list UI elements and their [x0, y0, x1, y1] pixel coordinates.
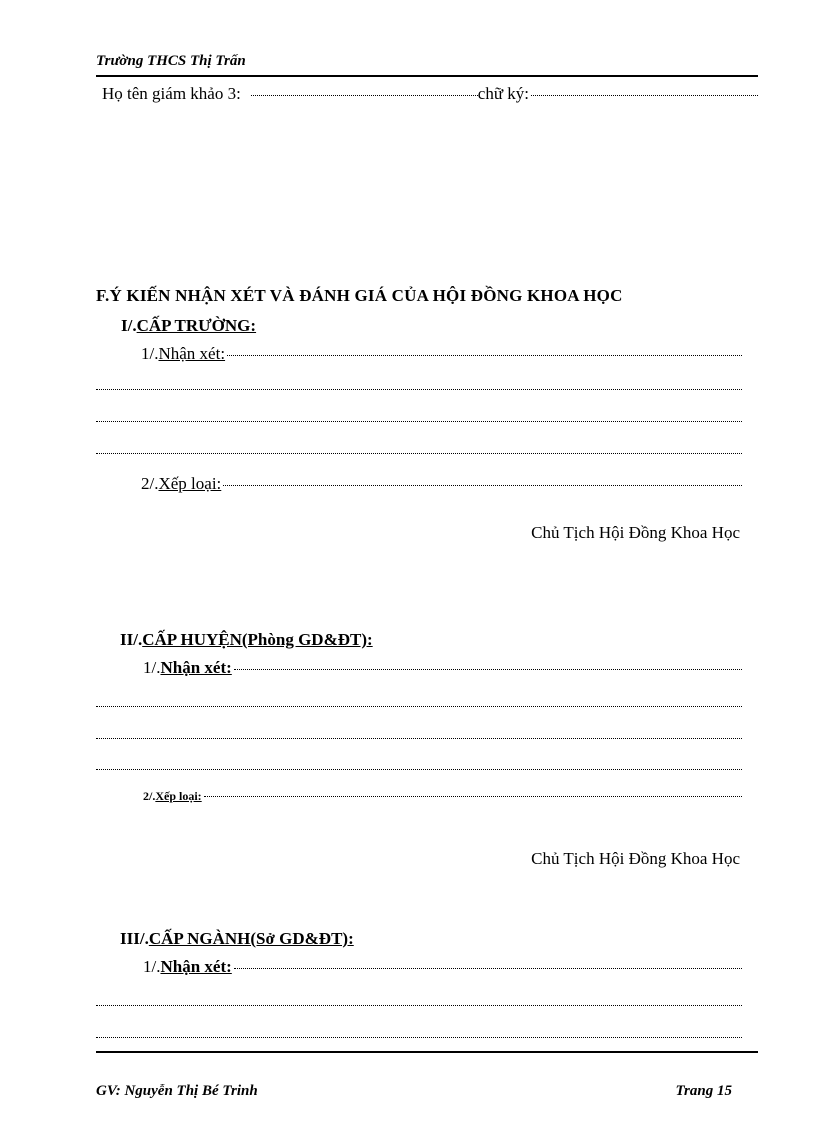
school-comment-field[interactable] — [227, 354, 742, 356]
district-level-prefix: II/. — [120, 630, 143, 649]
district-grade-row — [143, 789, 742, 804]
school-comment-row — [141, 344, 742, 364]
school-header: Trường THCS Thị Trấn — [96, 53, 246, 69]
department-comment-label: Nhận xét: — [160, 957, 232, 976]
district-comment-field[interactable] — [234, 668, 742, 670]
department-level-heading — [120, 929, 354, 949]
department-comment-line-3[interactable] — [96, 1037, 742, 1038]
footer-teacher: GV: Nguyễn Thị Bé Trinh — [96, 1083, 258, 1099]
school-comment-line-4[interactable] — [96, 453, 742, 454]
footer-rule — [96, 1051, 758, 1053]
department-comment-number: 1/. — [143, 957, 161, 976]
department-level-prefix: III/. — [120, 929, 149, 948]
school-grade-number: 2/. — [141, 474, 159, 493]
district-comment-line-3[interactable] — [96, 738, 742, 739]
school-signature: Chủ Tịch Hội Đồng Khoa Học — [531, 523, 740, 542]
school-grade-field[interactable] — [223, 484, 742, 486]
school-grade-label: Xếp loại: — [158, 474, 222, 493]
district-grade-field[interactable] — [204, 795, 742, 797]
district-comment-number: 1/. — [143, 658, 161, 677]
school-level-title: CẤP TRƯỜNG: — [136, 316, 257, 335]
school-grade-row — [141, 474, 742, 494]
signature-label: chữ ký: — [477, 84, 530, 103]
district-comment-label: Nhận xét: — [160, 658, 232, 677]
district-grade-label: Xếp loại: — [155, 789, 202, 803]
school-comment-number: 1/. — [141, 344, 159, 363]
examiner-name-field[interactable] — [251, 94, 478, 96]
district-level-heading — [120, 630, 373, 650]
section-f-title: F.Ý KIẾN NHẬN XÉT VÀ ĐÁNH GIÁ CỦA HỘI ĐỒNG KHOA HỌC — [96, 286, 623, 305]
district-comment-line-2[interactable] — [96, 706, 742, 707]
school-comment-line-2[interactable] — [96, 389, 742, 390]
school-level-prefix: I/. — [121, 316, 137, 335]
district-grade-number: 2/. — [143, 789, 156, 803]
district-comment-line-4[interactable] — [96, 769, 742, 770]
examiner-label: Họ tên giám khảo 3: — [102, 84, 241, 103]
examiner-signature-field[interactable] — [531, 94, 758, 96]
header-rule — [96, 75, 758, 77]
department-comment-row — [143, 957, 742, 977]
department-comment-field[interactable] — [234, 967, 742, 969]
footer-page-number: Trang 15 — [675, 1083, 732, 1099]
district-signature: Chủ Tịch Hội Đồng Khoa Học — [531, 849, 740, 868]
school-comment-label: Nhận xét: — [158, 344, 226, 363]
district-level-title: CẤP HUYỆN(Phòng GD&ĐT): — [142, 630, 373, 649]
department-comment-line-2[interactable] — [96, 1005, 742, 1006]
examiner-row — [102, 84, 758, 104]
school-comment-line-3[interactable] — [96, 421, 742, 422]
department-level-title: CẤP NGÀNH(Sở GD&ĐT): — [148, 929, 354, 948]
district-comment-row — [143, 658, 742, 678]
school-level-heading — [121, 316, 256, 336]
